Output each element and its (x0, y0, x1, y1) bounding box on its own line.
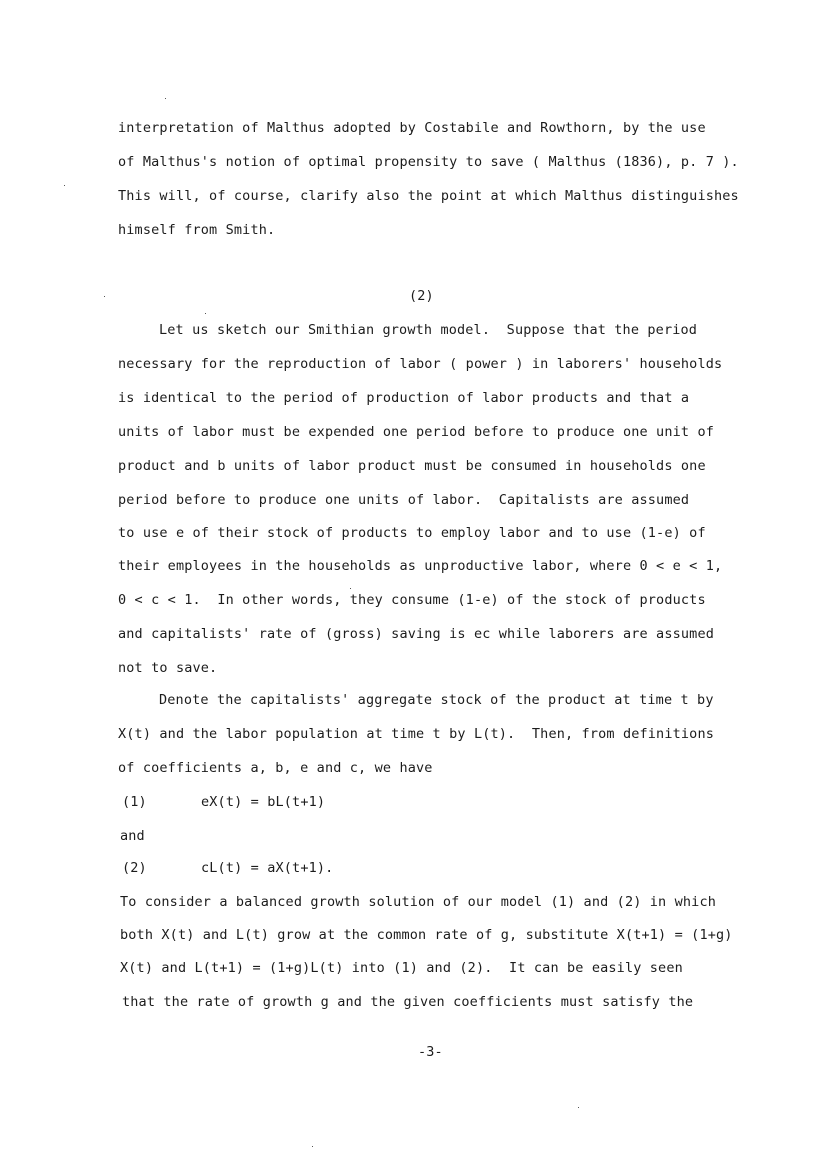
body-line: himself from Smith. (118, 222, 276, 238)
body-line: both X(t) and L(t) grow at the common rate of g, substitute X(t+1) = (1+g) (120, 927, 733, 943)
scan-speck (312, 1146, 313, 1147)
equation-connector: and (120, 828, 145, 844)
equation-number: (2) (122, 860, 147, 876)
scan-speck (64, 185, 65, 186)
body-line: units of labor must be expended one period before to produce one unit of (118, 424, 714, 440)
body-line: X(t) and the labor population at time t by L(t). Then, from definitions (118, 726, 714, 742)
body-line: to use e of their stock of products to employ labor and to use (1-e) of (118, 525, 706, 541)
body-line: their employees in the households as unproductive labor, where 0 < e < 1, (118, 558, 723, 574)
scan-speck (578, 1107, 579, 1108)
body-line: Let us sketch our Smithian growth model. Suppose that the period (159, 322, 698, 338)
body-line: 0 < c < 1. In other words, they consume (1-e) of the stock of products (118, 592, 706, 608)
equation-number: (1) (122, 794, 147, 810)
body-line: product and b units of labor product must be consumed in households one (118, 458, 706, 474)
body-line: necessary for the reproduction of labor ( power ) in laborers' households (118, 356, 723, 372)
page-number: -3- (418, 1044, 443, 1060)
scan-speck (165, 98, 166, 99)
body-line: period before to produce one units of labor. Capitalists are assumed (118, 492, 690, 508)
body-line: and capitalists' rate of (gross) saving is ec while laborers are assumed (118, 626, 714, 642)
body-line: is identical to the period of production of labor products and that a (118, 390, 690, 406)
equation-body: cL(t) = aX(t+1). (201, 860, 334, 876)
body-line: To consider a balanced growth solution of our model (1) and (2) in which (120, 894, 716, 910)
scan-speck (205, 313, 206, 314)
body-line: Denote the capitalists' aggregate stock of the product at time t by (159, 692, 714, 708)
equation-body: eX(t) = bL(t+1) (201, 794, 326, 810)
body-line: of coefficients a, b, e and c, we have (118, 760, 433, 776)
body-line: interpretation of Malthus adopted by Costabile and Rowthorn, by the use (118, 120, 706, 136)
body-line: X(t) and L(t+1) = (1+g)L(t) into (1) and (2). It can be easily seen (120, 960, 683, 976)
body-line: not to save. (118, 660, 218, 676)
body-line: of Malthus's notion of optimal propensity to save ( Malthus (1836), p. 7 ). (118, 154, 739, 170)
scan-speck (350, 588, 351, 589)
scan-speck (104, 296, 105, 297)
body-line: that the rate of growth g and the given coefficients must satisfy the (122, 994, 694, 1010)
section-heading: (2) (409, 288, 434, 304)
body-line: This will, of course, clarify also the point at which Malthus distinguishes (118, 188, 739, 204)
